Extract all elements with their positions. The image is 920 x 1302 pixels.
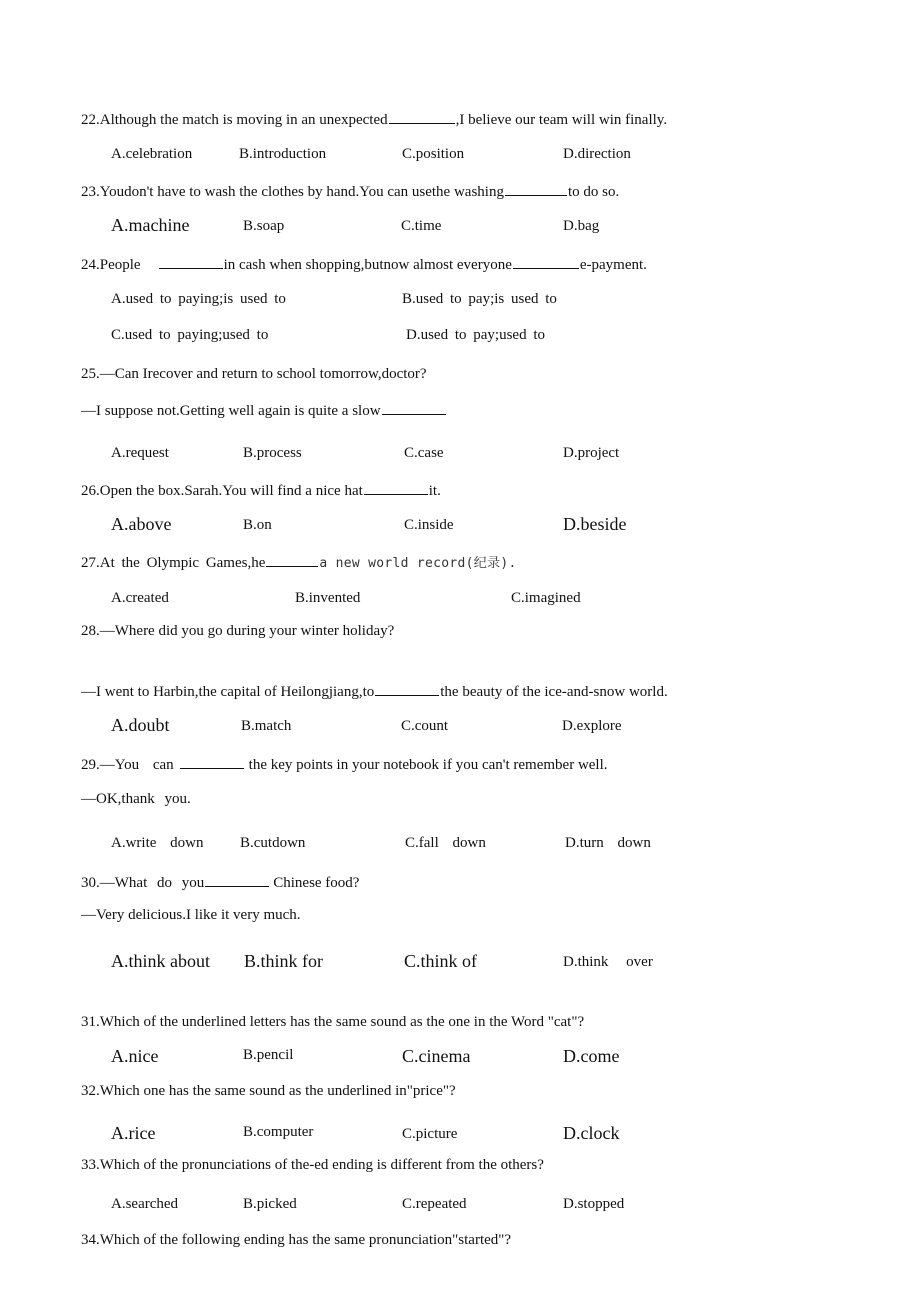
option-a: A.used to paying;is used to: [111, 291, 286, 307]
option-d: D.direction: [563, 146, 631, 162]
question-29: 29.—You can the key points in your notebook if you can't remember well.: [81, 754, 608, 774]
option-d: D.clock: [563, 1123, 620, 1143]
option-b: B.soap: [243, 218, 285, 234]
option-a: A.above: [111, 514, 172, 534]
question-26: 26.Open the box.Sarah.You will find a nice hat it.: [81, 480, 441, 500]
question-28: 28.—Where did you go during your winter holiday?: [81, 623, 395, 639]
option-b: B.used to pay;is used to: [402, 291, 557, 307]
option-d: D.come: [563, 1046, 620, 1066]
option-d: D.turn down: [565, 835, 651, 851]
option-c: C.fall down: [405, 835, 486, 851]
option-a: A.write down: [111, 835, 204, 851]
option-a: A.searched: [111, 1196, 179, 1212]
answer-blank: [266, 552, 318, 567]
question-29-reply: —OK,thank you.: [81, 791, 191, 807]
option-b: B.computer: [243, 1124, 314, 1140]
answer-blank: [389, 109, 455, 124]
option-a: A.nice: [111, 1046, 159, 1066]
option-a: A.celebration: [111, 146, 193, 162]
option-c: C.used to paying;used to: [111, 327, 269, 343]
option-b: B.introduction: [239, 146, 327, 162]
question-25: 25.—Can Irecover and return to school tomorrow,doctor?: [81, 366, 427, 382]
answer-blank: [159, 254, 223, 269]
option-c: C.count: [401, 718, 449, 734]
option-a: A.request: [111, 445, 169, 461]
option-b: B.invented: [295, 590, 361, 606]
option-b: B.think for: [244, 951, 323, 971]
option-d: D.think over: [563, 954, 653, 970]
option-b: B.on: [243, 517, 272, 533]
option-c: C.think of: [404, 951, 478, 971]
option-c: C.case: [404, 445, 444, 461]
answer-blank: [364, 480, 428, 495]
option-d: D.project: [563, 445, 620, 461]
answer-blank: [382, 400, 446, 415]
question-28-reply: —I went to Harbin,the capital of Heilongjiang,to the beauty of the ice-and-snow world.: [81, 681, 668, 701]
question-22: 22.Although the match is moving in an unexpected ,I believe our team will win finally.: [81, 109, 667, 129]
option-b: B.pencil: [243, 1047, 294, 1063]
question-27: 27.At the Olympic Games,he a new world record(纪录).: [81, 552, 517, 573]
question-31: 31.Which of the underlined letters has the same sound as the one in the Word "cat"?: [81, 1014, 585, 1030]
option-d: D.stopped: [563, 1196, 625, 1212]
question-30-reply: —Very delicious.I like it very much.: [81, 907, 301, 923]
option-c: C.position: [402, 146, 465, 162]
option-a: A.created: [111, 590, 169, 606]
option-d: D.used to pay;used to: [406, 327, 545, 343]
answer-blank: [205, 872, 269, 887]
question-34: 34.Which of the following ending has the same pronunciation"started"?: [81, 1232, 512, 1248]
answer-blank: [375, 681, 439, 696]
option-d: D.bag: [563, 218, 600, 234]
question-30: 30.—What do you Chinese food?: [81, 872, 359, 892]
question-23: 23.Youdon't have to wash the clothes by hand.You can usethe washing to do so.: [81, 181, 619, 201]
answer-blank: [505, 181, 567, 196]
option-d: D.explore: [562, 718, 622, 734]
option-c: C.time: [401, 218, 442, 234]
option-a: A.rice: [111, 1123, 156, 1143]
option-b: B.process: [243, 445, 302, 461]
option-a: A.think about: [111, 951, 210, 971]
question-25-reply: —I suppose not.Getting well again is quite a slow: [81, 400, 447, 420]
option-a: A.machine: [111, 215, 190, 235]
answer-blank: [513, 254, 579, 269]
question-33: 33.Which of the pronunciations of the-ed ending is different from the others?: [81, 1157, 544, 1173]
option-c: C.imagined: [511, 590, 581, 606]
option-c: C.repeated: [402, 1196, 467, 1212]
option-b: B.match: [241, 718, 292, 734]
option-d: D.beside: [563, 514, 627, 534]
option-b: B.cutdown: [240, 835, 306, 851]
option-c: C.cinema: [402, 1046, 471, 1066]
question-24: 24.People in cash when shopping,butnow almost everyone e-payment.: [81, 254, 647, 274]
question-32: 32.Which one has the same sound as the underlined in"price"?: [81, 1083, 456, 1099]
option-b: B.picked: [243, 1196, 297, 1212]
answer-blank: [180, 754, 244, 769]
option-c: C.inside: [404, 517, 454, 533]
option-a: A.doubt: [111, 715, 170, 735]
option-c: C.picture: [402, 1126, 458, 1142]
